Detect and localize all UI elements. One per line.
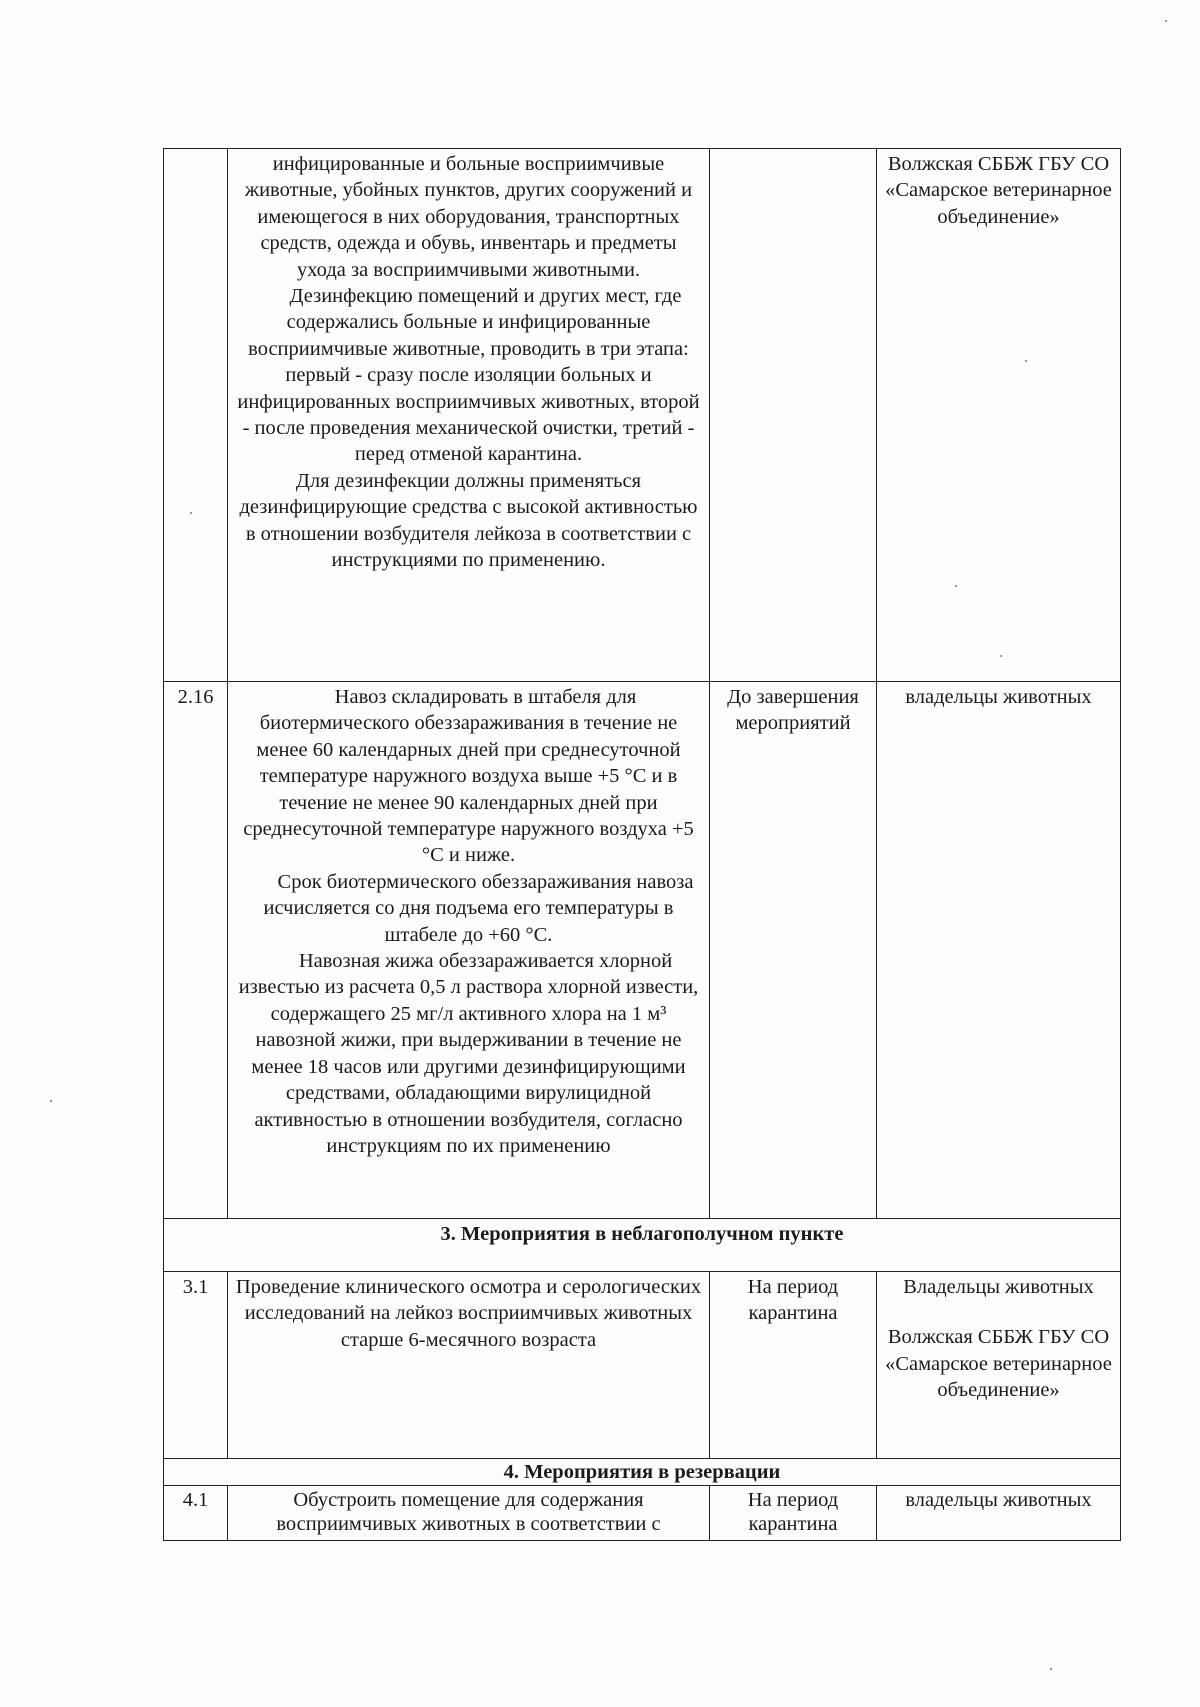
term-cell: На период карантина — [710, 1272, 877, 1459]
responsible-cell: Волжская СББЖ ГБУ СО «Самарское ветеринарное объединение» — [877, 149, 1121, 682]
row-number: 2.16 — [164, 682, 228, 1219]
scan-speck — [1165, 20, 1167, 22]
scan-speck — [1000, 655, 1002, 657]
measure-paragraph: инфицированные и больные восприимчивые животные, убойных пунктов, других сооружений и имеющегося в них оборудования, транспортных средств, одежда и обувь, инвентарь и предметы ухода за восприимчивыми животными. — [244, 153, 693, 281]
section-row-4 — [164, 1459, 1121, 1486]
table-row-2-16 — [164, 682, 1121, 1219]
responsible-cell: владельцы животных — [877, 1486, 1121, 1541]
table-row-4-1 — [164, 1486, 1121, 1541]
measure-text: Проведение клинического осмотра и серологических исследований на лейкоз восприимчивых животных старше 6-месячного возраста — [228, 1272, 710, 1459]
section-heading: 4. Мероприятия в резервации — [164, 1459, 1121, 1486]
scan-speck — [50, 1100, 52, 1102]
section-heading: 3. Мероприятия в неблагополучном пункте — [164, 1219, 1121, 1272]
measures-table — [163, 148, 1121, 1541]
row-number — [164, 149, 228, 682]
measure-text — [228, 149, 710, 682]
table-row-continued — [164, 149, 1121, 682]
scan-speck — [1025, 360, 1027, 362]
measure-paragraph: Срок биотермического обеззараживания навоза исчисляется со дня подъема его температуры в штабеле до +60 °С. — [263, 870, 694, 946]
term-cell — [710, 149, 877, 682]
scan-speck — [190, 512, 192, 514]
scan-speck — [955, 585, 957, 587]
scan-speck — [1050, 1668, 1052, 1670]
measure-paragraph: Дезинфекцию помещений и других мест, где содержались больные и инфицированные восприимчивые животные, проводить в три этапа: первый - сразу после изоляции больных и инфицированных восприимчивых животных, второй - после проведения механической очистки, третий - перед отменой карантина. — [237, 285, 700, 466]
responsible-owners: Владельцы животных — [903, 1276, 1094, 1298]
measure-paragraph: Навоз складировать в штабеля для биотермического обеззараживания в течение не менее 60 календарных дней при среднесуточной температуре наружного воздуха выше +5 °С и в течение не менее 90 календарных дней при среднесуточной температуре наружного воздуха +5 °С и ниже. — [243, 686, 694, 867]
measure-paragraph: Для дезинфекции должны применяться дезинфицирующие средства с высокой активностью в отношении возбудителя лейкоза в соответствии с инструкциями по применению. — [239, 469, 698, 572]
measure-paragraph: Навозная жижа обеззараживается хлорной известью из расчета 0,5 л раствора хлорной извести, содержащего 25 мг/л активного хлора на 1 м³ навозной жижи, при выдерживании в течение не менее 18 часов или другими дезинфицирующими средствами, обладающими вирулицидной активностью в отношении возбудителя, согласно инструкциям по их применению — [238, 950, 699, 1157]
responsible-cell — [877, 1272, 1121, 1459]
row-number: 3.1 — [164, 1272, 228, 1459]
section-row-3 — [164, 1219, 1121, 1272]
responsible-service: Волжская СББЖ ГБУ СО «Самарское ветеринарное объединение» — [885, 1326, 1112, 1402]
term-cell: На период карантина — [710, 1486, 877, 1541]
responsible-cell: владельцы животных — [877, 682, 1121, 1219]
measure-text: Обустроить помещение для содержания восприимчивых животных в соответствии с — [228, 1486, 710, 1541]
row-number: 4.1 — [164, 1486, 228, 1541]
table-row-3-1 — [164, 1272, 1121, 1459]
term-cell: До завершения мероприятий — [710, 682, 877, 1219]
measure-text — [228, 682, 710, 1219]
